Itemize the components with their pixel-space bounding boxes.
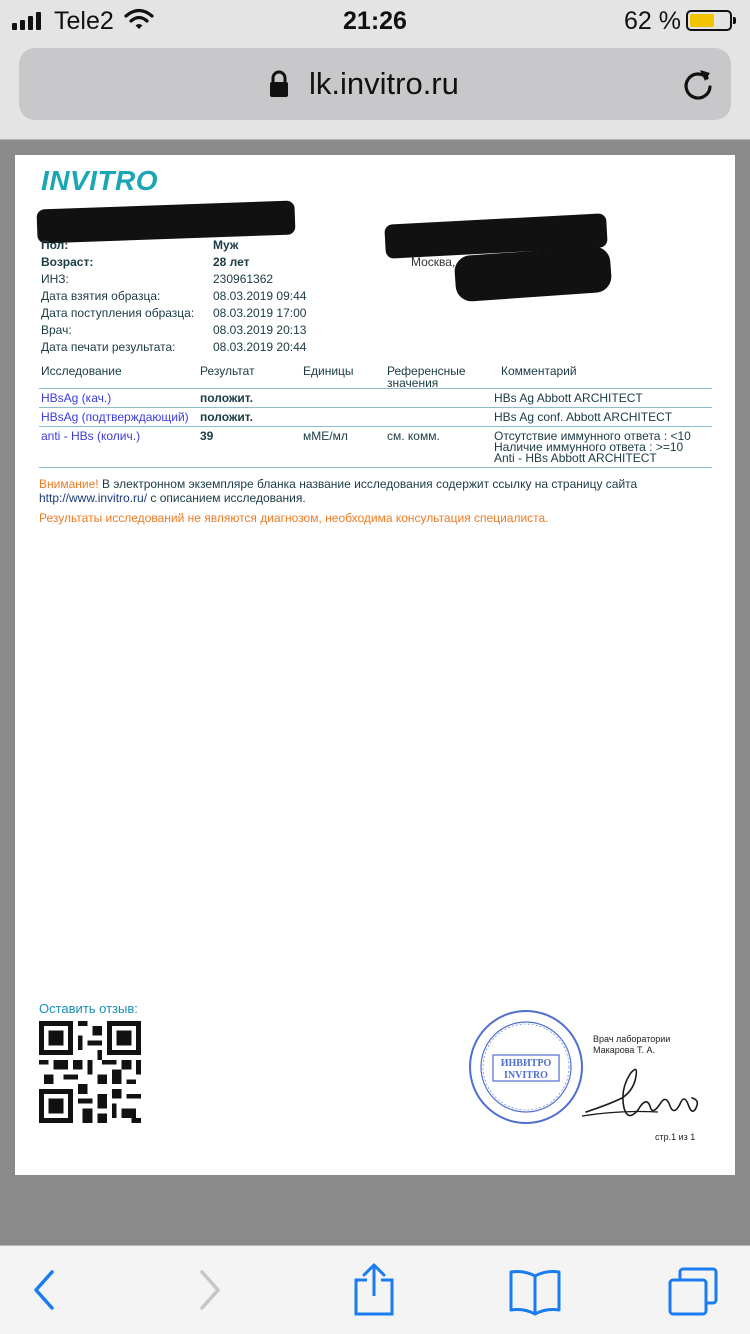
info-row: Дата взятия образца: 08.03.2019 09:44 <box>41 289 307 303</box>
lock-icon <box>269 70 289 103</box>
header-test: Исследование <box>41 364 122 378</box>
stamp-seal <box>467 1008 585 1129</box>
reference-value: см. комм. <box>387 429 440 443</box>
stamp-text-en: INVITRO <box>504 1070 548 1081</box>
stamp-text-ru: ИНВИТРО <box>500 1058 552 1069</box>
info-row: ИНЗ: 230961362 <box>41 272 274 286</box>
result-value: положит. <box>200 391 253 405</box>
tabs-icon[interactable] <box>666 1266 720 1323</box>
lab-result-document <box>15 155 735 1175</box>
test-link[interactable]: anti - HBs (колич.) <box>41 429 141 443</box>
header-reference: Референсные значения <box>387 364 466 390</box>
invitro-link[interactable]: http://www.invitro.ru/ <box>39 491 148 505</box>
doctor-title: Врач лаборатории <box>593 1034 671 1044</box>
comment-value: HBs Ag conf. Abbott ARCHITECT <box>494 410 673 424</box>
notice-suffix: с описанием исследования. <box>147 491 306 505</box>
header-units: Единицы <box>303 364 354 378</box>
browser-header <box>0 40 750 140</box>
battery-fill <box>690 14 714 27</box>
notice-label: Внимание! <box>39 477 99 491</box>
handwritten-signature <box>580 1060 705 1133</box>
invitro-logo: INVITRO <box>41 165 159 196</box>
redaction-lab-address <box>454 246 613 303</box>
clock: 21:26 <box>343 7 407 35</box>
table-header <box>39 363 712 389</box>
patient-info <box>41 237 306 356</box>
table-row <box>39 427 712 468</box>
info-row: Врач: 08.03.2019 20:13 <box>41 323 307 337</box>
comment-value: Наличие иммунного ответа : >=10 <box>494 440 684 454</box>
test-link[interactable]: HBsAg (подтверждающий) <box>41 410 189 424</box>
book-icon[interactable] <box>508 1268 562 1321</box>
reload-icon[interactable] <box>681 66 715 107</box>
table-row <box>39 408 712 427</box>
browser-toolbar <box>0 1245 750 1334</box>
info-row: Дата поступления образца: 08.03.2019 17:00 <box>41 306 307 320</box>
forward-icon[interactable] <box>198 1266 224 1319</box>
header-result: Результат <box>200 364 255 378</box>
address-bar[interactable] <box>19 48 731 120</box>
table-row <box>39 389 712 408</box>
comment-value: Отсутствие иммунного ответа : <10 <box>494 429 691 443</box>
feedback-label[interactable]: Оставить отзыв: <box>39 1001 138 1016</box>
notice-text: В электронном экземпляре бланка название исследования содержит ссылку на страницу сайта <box>98 477 638 491</box>
info-row: Дата печати результата: 08.03.2019 20:44 <box>41 340 307 354</box>
back-icon[interactable] <box>30 1266 56 1319</box>
doctor-name: Макарова Т. А. <box>593 1045 655 1055</box>
lab-city: Москва, <box>411 255 456 269</box>
carrier-name: Tele2 <box>54 7 114 35</box>
battery-icon <box>686 10 732 31</box>
notice <box>39 477 699 505</box>
result-value: 39 <box>200 429 214 443</box>
status-bar <box>0 0 750 40</box>
info-row: Пол: Муж <box>41 238 239 252</box>
page-number: стр.1 из 1 <box>655 1132 696 1142</box>
battery-percent: 62 % <box>624 7 681 35</box>
disclaimer: Результаты исследований не являются диагнозом, необходима консультация специалиста. <box>39 511 549 525</box>
info-row: Возраст: 28 лет <box>41 255 250 269</box>
signature-block <box>593 1034 670 1056</box>
units-value: мМЕ/мл <box>303 429 348 443</box>
header-comment: Комментарий <box>501 364 577 378</box>
results-table <box>39 363 712 468</box>
share-icon[interactable] <box>352 1262 396 1323</box>
url-text[interactable]: lk.invitro.ru <box>309 66 459 101</box>
test-link[interactable]: HBsAg (кач.) <box>41 391 112 405</box>
result-value: положит. <box>200 410 253 424</box>
qr-code-icon[interactable] <box>39 1021 141 1126</box>
comment-value: Anti - HBs Abbott ARCHITECT <box>494 451 657 465</box>
comment-value: HBs Ag Abbott ARCHITECT <box>494 391 643 405</box>
